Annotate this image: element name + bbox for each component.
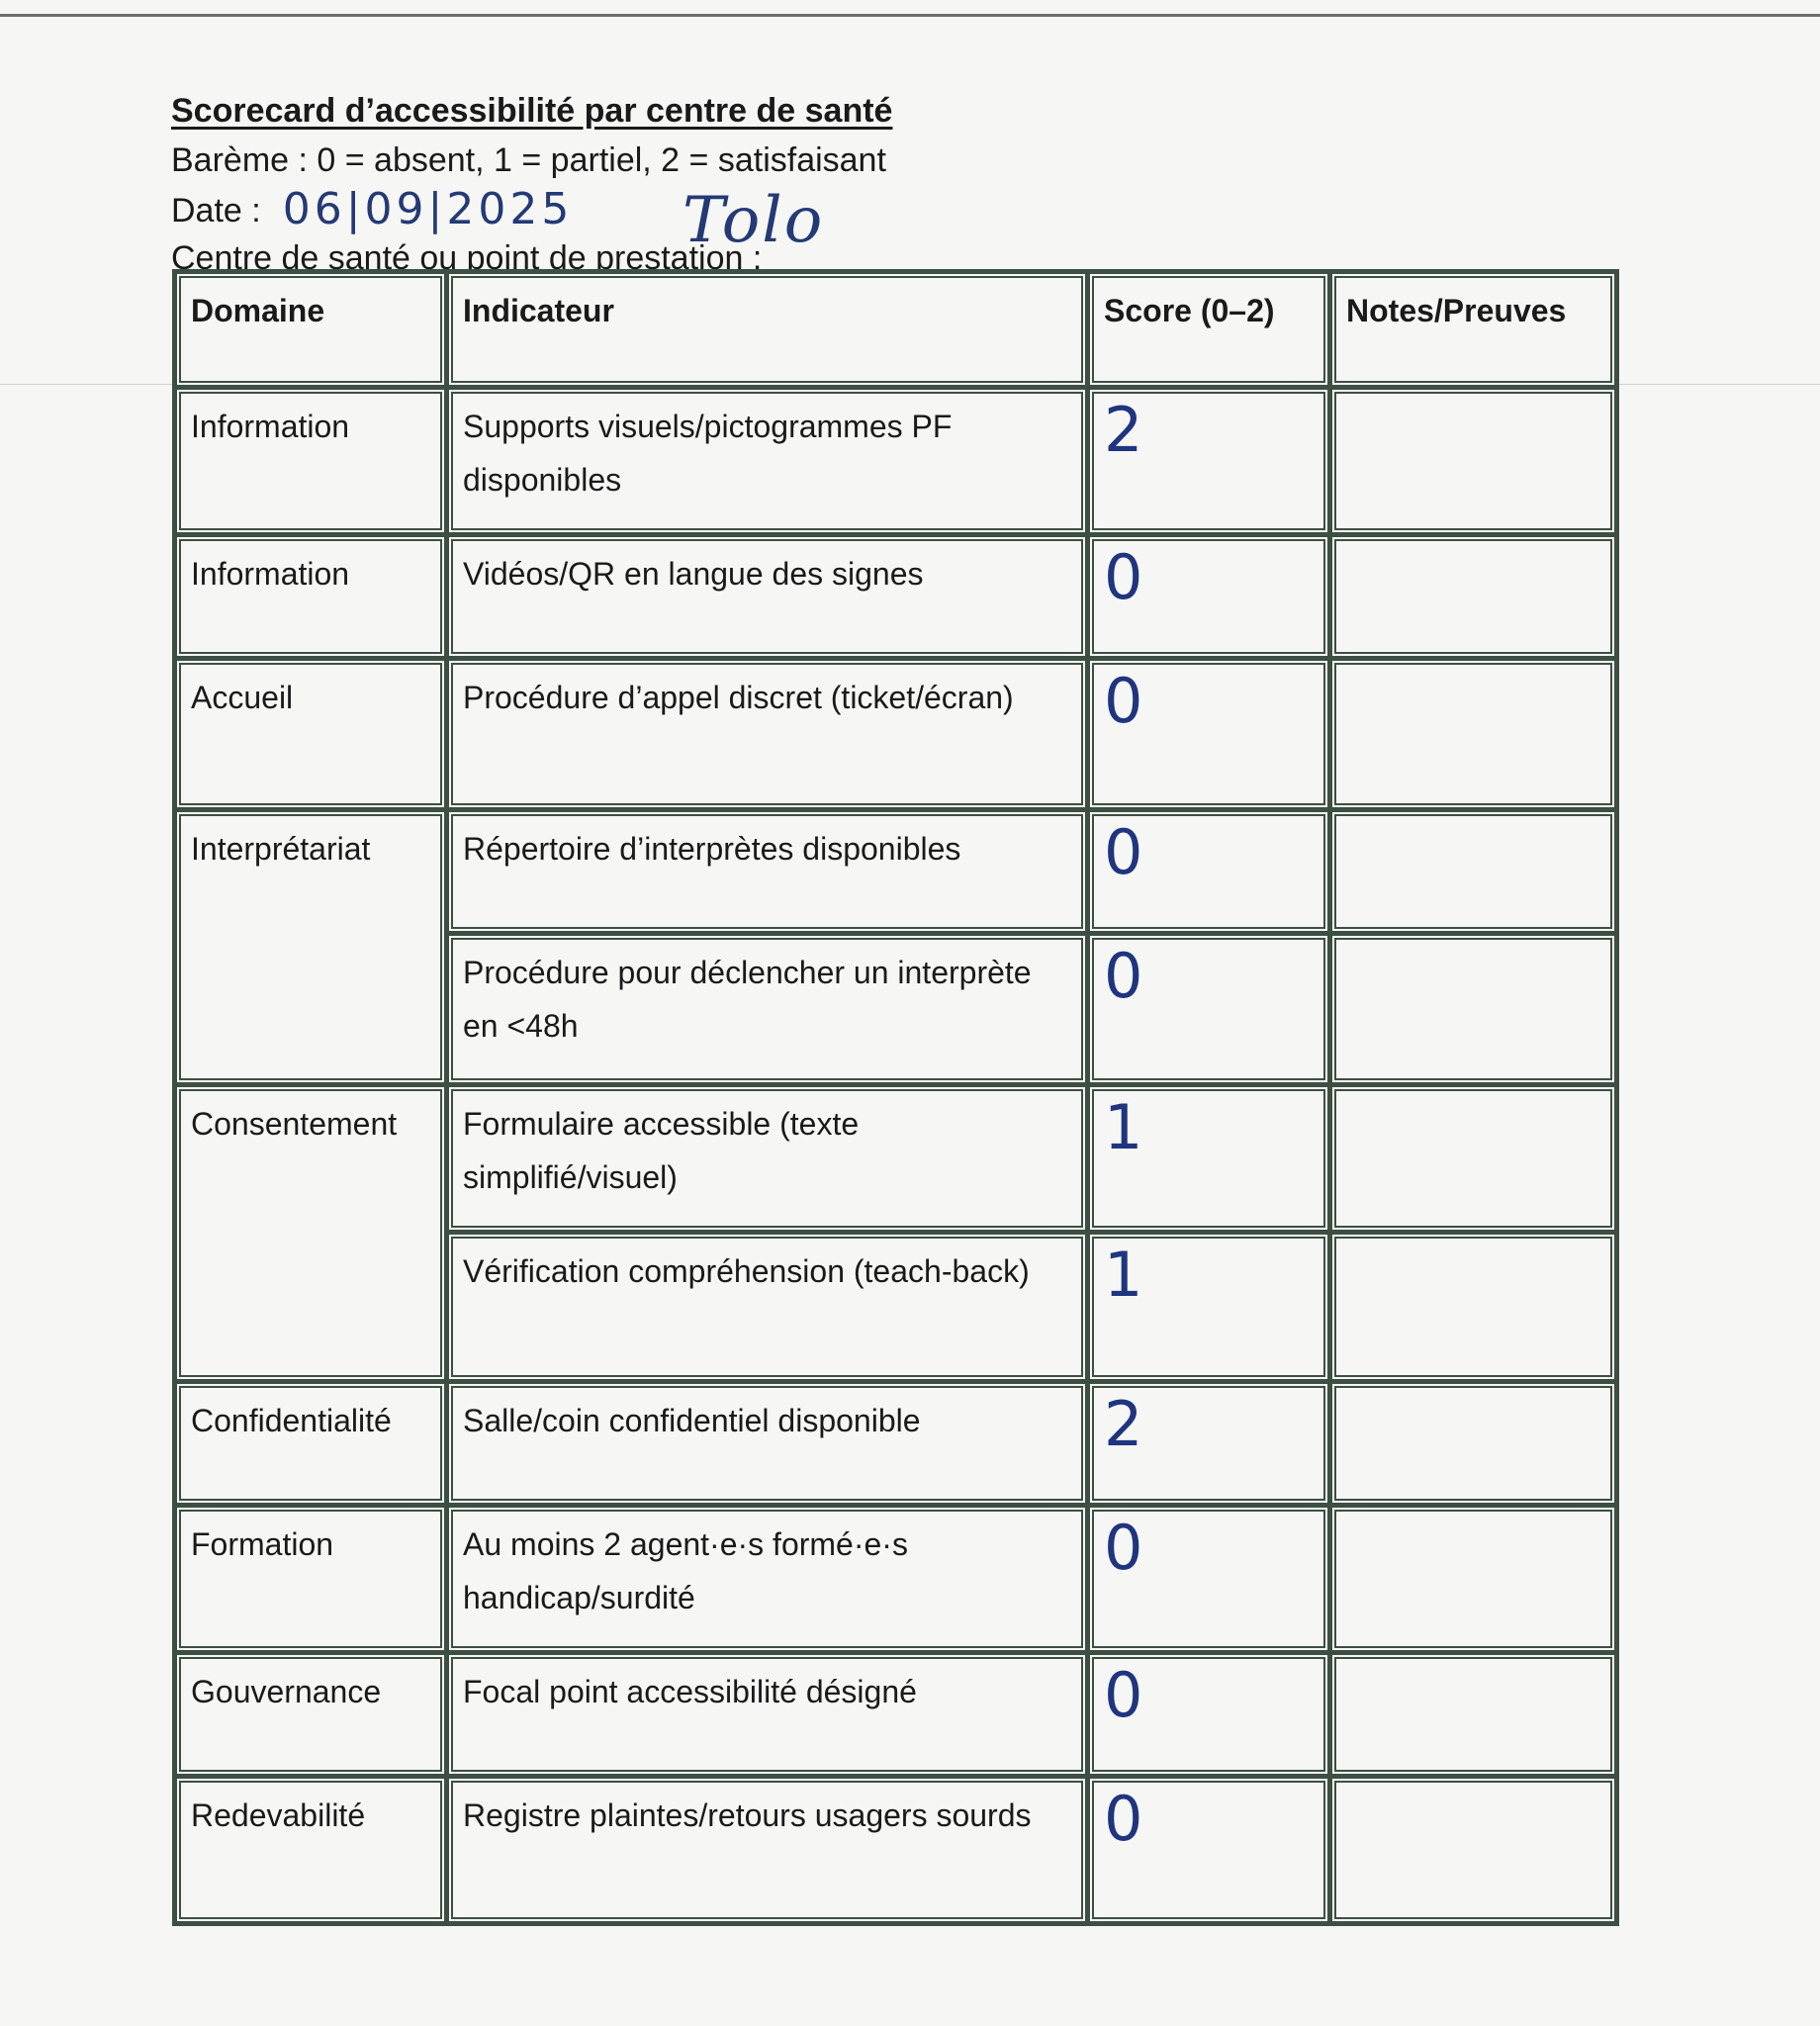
score-cell [1088, 1233, 1330, 1382]
notes-cell [1330, 1233, 1617, 1382]
notes-cell [1330, 659, 1617, 810]
domain-cell: Information [175, 388, 447, 535]
score-handwritten: 0 [1104, 816, 1143, 888]
notes-cell [1330, 535, 1617, 659]
domain-cell: Information [175, 535, 447, 659]
centre-label: Centre de santé ou point de prestation : [171, 239, 763, 277]
notes-cell [1330, 1777, 1617, 1924]
table-row [175, 1085, 1617, 1233]
score-handwritten: 1 [1104, 1091, 1143, 1163]
domain-cell: Formation [175, 1506, 447, 1653]
score-cell [1088, 388, 1330, 535]
score-cell [1088, 659, 1330, 810]
table-row [175, 1777, 1617, 1924]
indicator-cell: Salle/coin confidentiel disponible [447, 1382, 1088, 1506]
score-handwritten: 0 [1104, 1783, 1143, 1855]
domain-cell: Confidentialité [175, 1382, 447, 1506]
domain-cell: Consentement [175, 1085, 447, 1382]
header-indicator: Indicateur [447, 272, 1088, 388]
indicator-cell: Registre plaintes/retours usagers sourds [447, 1777, 1088, 1924]
score-cell [1088, 810, 1330, 934]
indicator-cell: Répertoire d’interprètes disponibles [447, 810, 1088, 934]
table-header-row [175, 272, 1617, 388]
notes-cell [1330, 1085, 1617, 1233]
table-row [175, 535, 1617, 659]
score-handwritten: 0 [1104, 1512, 1143, 1584]
score-cell [1088, 1653, 1330, 1777]
table-row [175, 1382, 1617, 1506]
domain-cell: Gouvernance [175, 1653, 447, 1777]
score-handwritten: 2 [1104, 394, 1143, 466]
indicator-cell: Vérification compréhension (teach-back) [447, 1233, 1088, 1382]
indicator-cell: Au moins 2 agent·e·s formé·e·s handicap/surdité [447, 1506, 1088, 1653]
centre-handwritten-value: Tolo [682, 184, 825, 257]
indicator-cell: Formulaire accessible (texte simplifié/visuel) [447, 1085, 1088, 1233]
notes-cell [1330, 1506, 1617, 1653]
notes-cell [1330, 1653, 1617, 1777]
score-handwritten: 1 [1104, 1239, 1143, 1311]
header-score: Score (0–2) [1088, 272, 1330, 388]
score-cell [1088, 1777, 1330, 1924]
score-cell [1088, 934, 1330, 1085]
date-handwritten-value: 06|09|2025 [282, 184, 574, 234]
indicator-cell: Vidéos/QR en langue des signes [447, 535, 1088, 659]
domain-cell: Accueil [175, 659, 447, 810]
score-cell [1088, 535, 1330, 659]
score-handwritten: 0 [1104, 665, 1143, 737]
score-handwritten: 0 [1104, 1659, 1143, 1731]
score-handwritten: 0 [1104, 940, 1143, 1012]
scorecard-table [172, 269, 1619, 1926]
table-row [175, 810, 1617, 934]
form-title: Scorecard d’accessibilité par centre de santé [171, 92, 893, 130]
header-notes: Notes/Preuves [1330, 272, 1617, 388]
score-cell [1088, 1085, 1330, 1233]
score-handwritten: 0 [1104, 541, 1143, 613]
table-row [175, 1506, 1617, 1653]
domain-cell: Redevabilité [175, 1777, 447, 1924]
notes-cell [1330, 810, 1617, 934]
domain-cell: Interprétariat [175, 810, 447, 1085]
scale-legend: Barème : 0 = absent, 1 = partiel, 2 = satisfaisant [171, 141, 886, 179]
header-domain: Domaine [175, 272, 447, 388]
table-row [175, 388, 1617, 535]
date-label: Date : [171, 192, 261, 230]
table-row [175, 659, 1617, 810]
notes-cell [1330, 388, 1617, 535]
notes-cell [1330, 1382, 1617, 1506]
date-line [171, 184, 1655, 234]
table-row [175, 1653, 1617, 1777]
page-top-edge [0, 14, 1820, 17]
indicator-cell: Supports visuels/pictogrammes PF disponibles [447, 388, 1088, 535]
indicator-cell: Focal point accessibilité désigné [447, 1653, 1088, 1777]
indicator-cell: Procédure pour déclencher un interprète en <48h [447, 934, 1088, 1085]
indicator-cell: Procédure d’appel discret (ticket/écran) [447, 659, 1088, 810]
form-header [171, 87, 1655, 282]
notes-cell [1330, 934, 1617, 1085]
score-cell [1088, 1382, 1330, 1506]
score-handwritten: 2 [1104, 1388, 1143, 1460]
score-cell [1088, 1506, 1330, 1653]
